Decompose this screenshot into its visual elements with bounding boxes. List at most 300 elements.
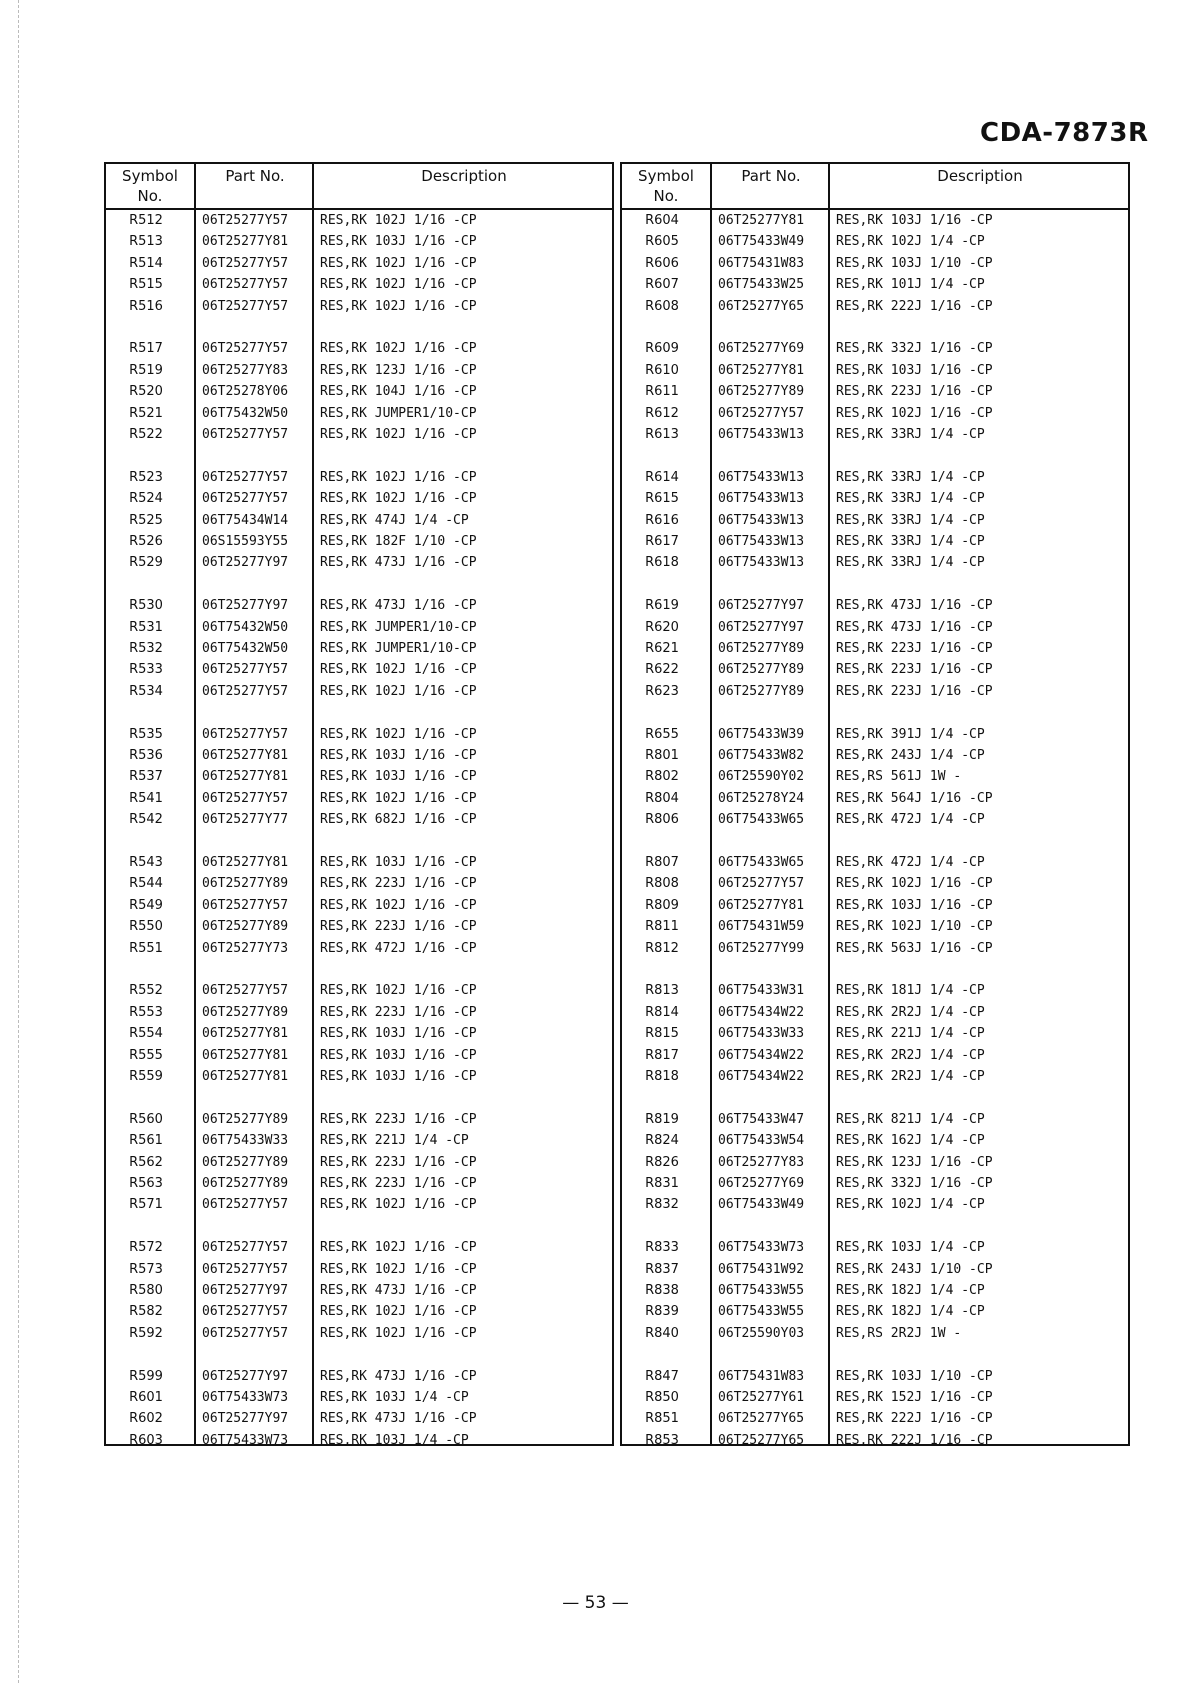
part-number-cell: 06T25277Y97 [202,1283,289,1298]
part-number-cell: 06T25277Y57 [202,298,289,314]
part-number-cell: 06T25277Y77 [202,812,289,828]
description-cell: RES,RK 821J 1/4 -CP [836,1111,985,1127]
symbol-cell: R853 [645,1432,679,1448]
description-cell: RES,RK 123J 1/16 -CP [320,362,477,378]
description-cell: RES,RK 33RJ 1/4 -CP [836,555,985,571]
part-number-cell: 06T25277Y89 [202,1004,289,1020]
description-cell: RES,RK 222J 1/16 -CP [836,298,993,314]
table-row [622,766,1128,787]
table-row [622,510,1128,531]
header-symbol: Symbol No. [122,167,178,205]
symbol-cell: R801 [645,748,679,763]
description-cell: RES,RK 103J 1/4 -CP [320,1390,469,1405]
symbol-cell: R522 [129,427,163,442]
description-cell: RES,RK 182F 1/10 -CP [320,534,477,549]
description-cell: RES,RK 102J 1/16 -CP [320,427,477,442]
symbol-cell: R555 [129,1047,163,1063]
table-row [106,424,612,445]
description-cell: RES,RK 102J 1/16 -CP [320,790,477,806]
part-number-cell: 06T75433W73 [202,1390,289,1405]
symbol-cell: R562 [129,1154,163,1170]
description-cell: RES,RK 2R2J 1/4 -CP [836,1069,985,1084]
description-cell: RES,RK 221J 1/4 -CP [320,1133,469,1149]
symbol-cell: R833 [645,1240,679,1256]
part-number-cell: 06T75431W59 [718,919,805,935]
description-cell: RES,RK 102J 1/16 -CP [320,897,477,913]
symbol-cell: R804 [645,790,679,806]
symbol-cell: R614 [645,469,679,485]
part-number-cell: 06T25277Y97 [202,1368,289,1384]
part-number-cell: 06T25277Y57 [202,1325,289,1341]
part-number-cell: 06T75434W14 [202,512,289,528]
part-number-cell: 06T75434W22 [718,1047,805,1063]
table-row [622,210,1128,231]
table-row [622,1387,1128,1408]
table-row [622,531,1128,552]
part-number-cell: 06T25277Y97 [202,1411,289,1427]
description-cell: RES,RK 102J 1/16 -CP [320,341,477,357]
description-cell: RES,RK 223J 1/16 -CP [836,641,993,656]
part-number-cell: 06T25277Y83 [718,1154,805,1170]
table-row [622,1237,1128,1258]
symbol-cell: R813 [645,983,679,999]
symbol-cell: R815 [645,1026,679,1042]
description-cell: RES,RK 243J 1/10 -CP [836,1261,993,1277]
part-number-cell: 06T75433W73 [202,1432,289,1448]
part-number-cell: 06T25277Y97 [718,598,805,614]
symbol-cell: R601 [129,1390,163,1405]
parts-table-right [620,162,1130,1446]
part-number-cell: 06T25277Y97 [202,555,289,571]
symbol-cell: R832 [645,1197,679,1213]
part-number-cell: 06T75433W13 [718,427,805,442]
binding-margin [18,0,19,1683]
description-cell: RES,RK 182J 1/4 -CP [836,1283,985,1298]
part-number-cell: 06T25277Y57 [202,491,289,507]
symbol-cell: R604 [645,213,679,228]
symbol-cell: R549 [129,897,163,913]
table-row [106,1173,612,1194]
part-number-cell: 06S15593Y55 [202,534,289,549]
symbol-cell: R609 [645,341,679,357]
table-row [622,488,1128,509]
table-row [622,1130,1128,1151]
table-row [106,274,612,295]
symbol-cell: R817 [645,1047,679,1063]
symbol-cell: R808 [645,876,679,892]
page-number: — 53 — [562,1593,629,1613]
description-cell: RES,RK 102J 1/16 -CP [320,277,477,293]
symbol-cell: R839 [645,1304,679,1320]
part-number-cell: 06T25278Y06 [202,384,289,400]
part-number-cell: 06T25277Y65 [718,1432,805,1448]
part-number-cell: 06T75433W47 [718,1111,805,1127]
part-number-cell: 06T75433W25 [718,277,805,293]
table-row [622,274,1128,295]
part-number-cell: 06T75433W65 [718,812,805,828]
description-cell: RES,RK 102J 1/16 -CP [320,1240,477,1256]
description-cell: RES,RK 391J 1/4 -CP [836,726,985,742]
part-number-cell: 06T25277Y61 [718,1390,805,1405]
symbol-cell: R607 [645,277,679,293]
description-cell: RES,RK 223J 1/16 -CP [320,1111,477,1127]
part-number-cell: 06T75433W65 [718,855,805,870]
table-row [622,745,1128,766]
table-row [106,552,612,573]
part-number-cell: 06T25277Y81 [202,234,289,250]
table-row [106,852,612,873]
part-number-cell: 06T25277Y89 [202,876,289,892]
symbol-cell: R608 [645,298,679,314]
part-number-cell: 06T75433W54 [718,1133,805,1149]
table-row [622,1045,1128,1066]
table-row [106,1259,612,1280]
part-number-cell: 06T25277Y81 [202,1026,289,1042]
description-cell: RES,RK 222J 1/16 -CP [836,1432,993,1448]
table-row [106,724,612,745]
part-number-cell: 06T25277Y97 [718,619,805,635]
symbol-cell: R561 [129,1133,163,1149]
table-row [622,1066,1128,1087]
table-row [106,1023,612,1044]
table-row [622,617,1128,638]
table-row [622,360,1128,381]
symbol-cell: R610 [645,362,679,378]
symbol-cell: R543 [129,855,163,870]
description-cell: RES,RK 102J 1/10 -CP [836,919,993,935]
part-number-cell: 06T25277Y57 [202,726,289,742]
table-row [106,809,612,830]
symbol-cell: R519 [129,362,163,378]
symbol-cell: R524 [129,491,163,507]
description-cell: RES,RK 103J 1/16 -CP [320,855,477,870]
symbol-cell: R831 [645,1176,679,1191]
symbol-cell: R826 [645,1154,679,1170]
table-row [106,381,612,402]
part-number-cell: 06T75432W50 [202,405,289,421]
table-row [106,1387,612,1408]
description-cell: RES,RK JUMPER1/10-CP [320,641,477,656]
symbol-cell: R851 [645,1411,679,1427]
part-number-cell: 06T75433W13 [718,534,805,549]
part-number-cell: 06T25277Y57 [202,1304,289,1320]
description-cell: RES,RK 33RJ 1/4 -CP [836,512,985,528]
symbol-cell: R620 [645,619,679,635]
table-row [622,724,1128,745]
table-row [106,895,612,916]
table-row [106,1002,612,1023]
table-header [622,164,1128,210]
table-row [622,638,1128,659]
description-cell: RES,RK 102J 1/16 -CP [836,876,993,892]
table-row [106,1194,612,1215]
table-row [622,852,1128,873]
symbol-cell: R537 [129,769,163,785]
description-cell: RES,RK 222J 1/16 -CP [836,1411,993,1427]
table-row [106,766,612,787]
description-cell: RES,RK 473J 1/16 -CP [320,1368,477,1384]
symbol-cell: R617 [645,534,679,549]
symbol-cell: R521 [129,405,163,421]
part-number-cell: 06T25277Y81 [202,1047,289,1063]
description-cell: RES,RK 101J 1/4 -CP [836,277,985,293]
table-row [106,1430,612,1451]
description-cell: RES,RK 103J 1/16 -CP [836,213,993,228]
part-number-cell: 06T25277Y57 [718,876,805,892]
table-row [106,788,612,809]
description-cell: RES,RK 102J 1/16 -CP [836,405,993,421]
description-cell: RES,RK 102J 1/16 -CP [320,726,477,742]
table-row [106,403,612,424]
symbol-cell: R552 [129,983,163,999]
description-cell: RES,RK 103J 1/16 -CP [320,234,477,250]
description-cell: RES,RK 223J 1/16 -CP [836,683,993,699]
table-row [106,1130,612,1151]
symbol-cell: R622 [645,662,679,678]
symbol-cell: R582 [129,1304,163,1320]
table-row [106,467,612,488]
part-number-cell: 06T25277Y57 [202,213,289,228]
table-row [622,1408,1128,1429]
description-cell: RES,RK 473J 1/16 -CP [320,598,477,614]
description-cell: RES,RK 564J 1/16 -CP [836,790,993,806]
symbol-cell: R580 [129,1283,163,1298]
description-cell: RES,RK 162J 1/4 -CP [836,1133,985,1149]
table-row [106,638,612,659]
part-number-cell: 06T25278Y24 [718,790,805,806]
description-cell: RES,RK 223J 1/16 -CP [320,876,477,892]
symbol-cell: R819 [645,1111,679,1127]
symbol-cell: R802 [645,769,679,785]
part-number-cell: 06T25277Y57 [202,277,289,293]
symbol-cell: R553 [129,1004,163,1020]
part-number-cell: 06T75431W83 [718,255,805,271]
part-number-cell: 06T75433W13 [718,469,805,485]
table-row [622,296,1128,317]
table-row [106,531,612,552]
header-symbol: Symbol No. [638,167,694,205]
description-cell: RES,RK 33RJ 1/4 -CP [836,427,985,442]
table-row [622,895,1128,916]
description-cell: RES,RK 102J 1/16 -CP [320,1325,477,1341]
part-number-cell: 06T25277Y57 [202,1261,289,1277]
description-cell: RES,RK 103J 1/16 -CP [320,1026,477,1042]
description-cell: RES,RK 103J 1/16 -CP [320,748,477,763]
header-part-no: Part No. [741,167,801,185]
model-number: CDA-7873R [980,118,1149,148]
part-number-cell: 06T25277Y89 [718,641,805,656]
table-row [622,338,1128,359]
description-cell: RES,RK JUMPER1/10-CP [320,405,477,421]
symbol-cell: R534 [129,683,163,699]
symbol-cell: R529 [129,555,163,571]
table-row [622,1152,1128,1173]
part-number-cell: 06T75433W82 [718,748,805,763]
part-number-cell: 06T25277Y57 [202,662,289,678]
symbol-cell: R655 [645,726,679,742]
table-row [622,980,1128,1001]
description-cell: RES,RK 102J 1/4 -CP [836,234,985,250]
part-number-cell: 06T25277Y81 [202,769,289,785]
part-number-cell: 06T25277Y81 [202,748,289,763]
table-row [106,231,612,252]
description-cell: RES,RK 473J 1/16 -CP [836,619,993,635]
table-row [106,1066,612,1087]
symbol-cell: R603 [129,1432,163,1448]
symbol-cell: R526 [129,534,163,549]
part-number-cell: 06T25277Y89 [718,384,805,400]
part-number-cell: 06T25277Y81 [202,855,289,870]
symbol-cell: R572 [129,1240,163,1256]
description-cell: RES,RK 152J 1/16 -CP [836,1390,993,1405]
part-number-cell: 06T75432W50 [202,641,289,656]
symbol-cell: R551 [129,940,163,956]
symbol-cell: R807 [645,855,679,870]
description-cell: RES,RK 2R2J 1/4 -CP [836,1047,985,1063]
description-cell: RES,RK 473J 1/16 -CP [320,1411,477,1427]
table-row [106,510,612,531]
symbol-cell: R536 [129,748,163,763]
table-row [622,231,1128,252]
table-row [622,1194,1128,1215]
part-number-cell: 06T75433W39 [718,726,805,742]
table-row [622,381,1128,402]
symbol-cell: R818 [645,1069,679,1084]
description-cell: RES,RK 102J 1/16 -CP [320,213,477,228]
table-row [622,873,1128,894]
parts-table-left [104,162,614,1446]
part-number-cell: 06T25590Y02 [718,769,805,785]
symbol-cell: R531 [129,619,163,635]
description-cell: RES,RK 103J 1/16 -CP [320,1069,477,1084]
table-row [106,980,612,1001]
table-row [622,467,1128,488]
symbol-cell: R623 [645,683,679,699]
symbol-cell: R619 [645,598,679,614]
description-cell: RES,RK 33RJ 1/4 -CP [836,491,985,507]
symbol-cell: R523 [129,469,163,485]
symbol-cell: R814 [645,1004,679,1020]
description-cell: RES,RK 102J 1/16 -CP [320,1304,477,1320]
table-row [622,1301,1128,1322]
table-row [106,595,612,616]
symbol-cell: R840 [645,1325,679,1341]
description-cell: RES,RK 104J 1/16 -CP [320,384,477,400]
description-cell: RES,RK 103J 1/16 -CP [320,1047,477,1063]
symbol-cell: R532 [129,641,163,656]
header-description: Description [937,167,1023,185]
part-number-cell: 06T25277Y89 [202,1111,289,1127]
description-cell: RES,RK 223J 1/16 -CP [836,662,993,678]
description-cell: RES,RK 563J 1/16 -CP [836,940,993,956]
part-number-cell: 06T75433W31 [718,983,805,999]
symbol-cell: R550 [129,919,163,935]
description-cell: RES,RK 102J 1/16 -CP [320,983,477,999]
table-row [622,595,1128,616]
symbol-cell: R542 [129,812,163,828]
symbol-cell: R520 [129,384,163,400]
part-number-cell: 06T25277Y73 [202,940,289,956]
table-row [106,681,612,702]
table-row [622,403,1128,424]
description-cell: RES,RK 223J 1/16 -CP [320,919,477,935]
table-row [622,1023,1128,1044]
part-number-cell: 06T25277Y89 [202,1176,289,1191]
table-row [106,1323,612,1344]
part-number-cell: 06T25277Y81 [718,213,805,228]
description-cell: RES,RK 472J 1/16 -CP [320,940,477,956]
description-cell: RES,RK 473J 1/16 -CP [320,555,477,571]
description-cell: RES,RS 2R2J 1W - [836,1325,962,1341]
description-cell: RES,RK 682J 1/16 -CP [320,812,477,828]
symbol-cell: R533 [129,662,163,678]
description-cell: RES,RK 103J 1/16 -CP [836,362,993,378]
part-number-cell: 06T75433W49 [718,1197,805,1213]
table-row [622,424,1128,445]
table-row [622,681,1128,702]
part-number-cell: 06T25277Y81 [718,897,805,913]
symbol-cell: R615 [645,491,679,507]
description-cell: RES,RK 103J 1/16 -CP [836,897,993,913]
part-number-cell: 06T25277Y57 [202,983,289,999]
part-number-cell: 06T25277Y69 [718,341,805,357]
description-cell: RES,RK 102J 1/16 -CP [320,491,477,507]
table-row [622,1366,1128,1387]
description-cell: RES,RK JUMPER1/10-CP [320,619,477,635]
part-number-cell: 06T25277Y97 [202,598,289,614]
description-cell: RES,RK 223J 1/16 -CP [320,1154,477,1170]
symbol-cell: R806 [645,812,679,828]
table-row [106,745,612,766]
symbol-cell: R611 [645,384,679,400]
description-cell: RES,RK 102J 1/16 -CP [320,662,477,678]
description-cell: RES,RK 102J 1/16 -CP [320,298,477,314]
symbol-cell: R605 [645,234,679,250]
table-row [622,1173,1128,1194]
table-row [622,1323,1128,1344]
description-cell: RES,RK 102J 1/4 -CP [836,1197,985,1213]
table-row [622,1002,1128,1023]
description-cell: RES,RK 123J 1/16 -CP [836,1154,993,1170]
table-row [106,296,612,317]
part-number-cell: 06T75432W50 [202,619,289,635]
description-cell: RES,RK 103J 1/4 -CP [320,1432,469,1448]
symbol-cell: R606 [645,255,679,271]
table-row [106,1045,612,1066]
description-cell: RES,RK 473J 1/16 -CP [836,598,993,614]
description-cell: RES,RK 223J 1/16 -CP [320,1004,477,1020]
table-row [622,1430,1128,1451]
symbol-cell: R618 [645,555,679,571]
header-description: Description [421,167,507,185]
symbol-cell: R514 [129,255,163,271]
description-cell: RES,RK 102J 1/16 -CP [320,469,477,485]
description-cell: RES,RK 102J 1/16 -CP [320,683,477,699]
symbol-cell: R837 [645,1261,679,1277]
part-number-cell: 06T25277Y57 [202,790,289,806]
part-number-cell: 06T25277Y57 [718,405,805,421]
description-cell: RES,RK 33RJ 1/4 -CP [836,469,985,485]
symbol-cell: R811 [645,919,679,935]
part-number-cell: 06T25277Y89 [718,683,805,699]
table-row [622,1259,1128,1280]
description-cell: RES,RK 181J 1/4 -CP [836,983,985,999]
table-row [106,1109,612,1130]
symbol-cell: R513 [129,234,163,250]
table-row [106,1408,612,1429]
part-number-cell: 06T75433W55 [718,1304,805,1320]
part-number-cell: 06T25277Y57 [202,427,289,442]
